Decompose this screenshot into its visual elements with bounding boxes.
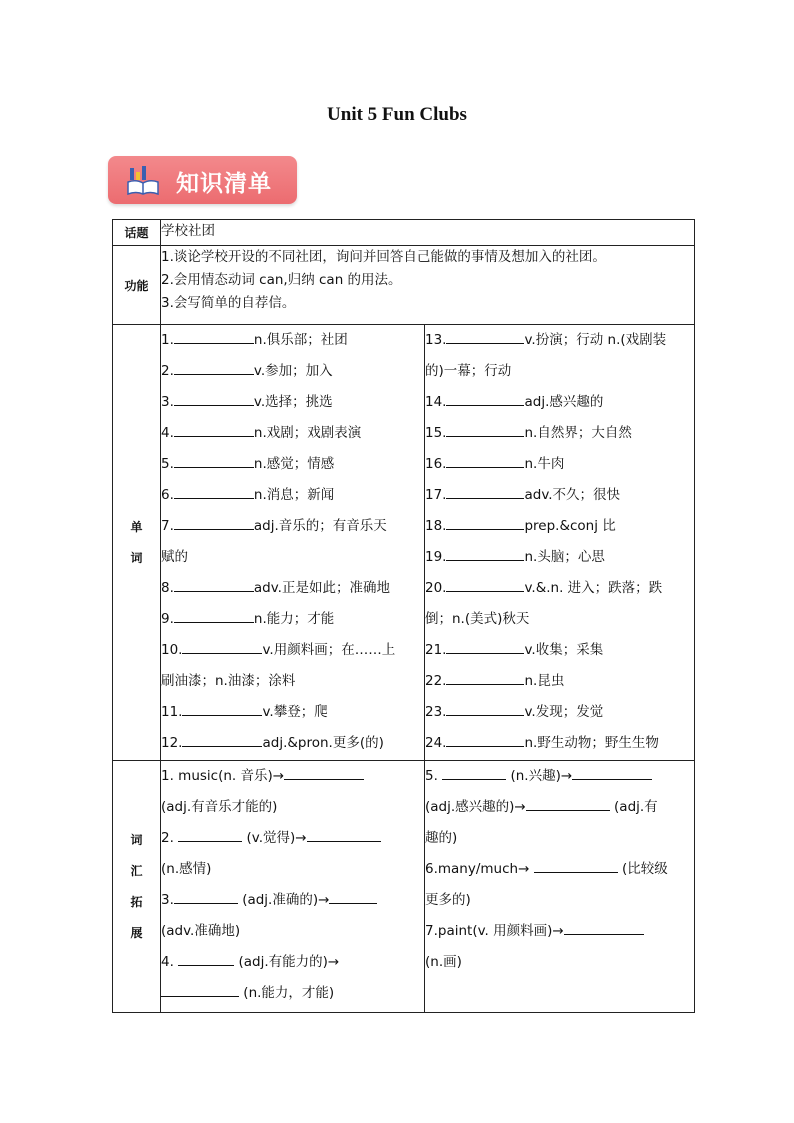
answer-blank <box>174 889 238 904</box>
answer-blank <box>572 765 652 780</box>
expand-item: 6.many/much→ (比较级 <box>425 854 694 885</box>
function-line: 2.会用情态动词 can,归纳 can 的用法。 <box>161 272 402 288</box>
vocab-item: 4. n.戏剧；戏剧表演 <box>161 418 424 449</box>
expand-item: 5. (n.兴趣)→ <box>425 761 694 792</box>
vocab-item: 1. n.俱乐部；社团 <box>161 325 424 356</box>
vocab-item: 16. n.牛肉 <box>425 449 694 480</box>
answer-blank <box>174 422 254 437</box>
answer-blank <box>534 858 618 873</box>
vocab-item: 23. v.发现；发觉 <box>425 697 694 728</box>
expand-item: 4. (adj.有能力的)→ <box>161 947 424 978</box>
vocab-item: 14. adj.感兴趣的 <box>425 387 694 418</box>
vocab-item: 10. v.用颜料画；在……上 <box>161 635 424 666</box>
answer-blank <box>446 546 524 561</box>
expand-item: 1. music(n. 音乐)→ <box>161 761 424 792</box>
answer-blank <box>446 329 524 344</box>
answer-blank <box>182 701 262 716</box>
vocab-header: 单 词 <box>113 325 161 761</box>
answer-blank <box>174 453 254 468</box>
expand-item-cont: (adv.准确地) <box>161 923 241 939</box>
vocab-item: 19. n.头脑；心思 <box>425 542 694 573</box>
answer-blank <box>174 391 254 406</box>
answer-blank <box>329 889 377 904</box>
vocab-item-cont: 赋的 <box>161 549 188 565</box>
expand-item-cont: (n.感情) <box>161 861 212 877</box>
section-banner <box>108 156 297 204</box>
answer-blank <box>174 515 254 530</box>
vocab-item: 7. adj.音乐的；有音乐天 <box>161 511 424 542</box>
vocab-item: 18. prep.&conj 比 <box>425 511 694 542</box>
expand-right-column <box>425 761 695 1013</box>
answer-blank <box>178 951 234 966</box>
vocab-item: 6. n.消息；新闻 <box>161 480 424 511</box>
answer-blank <box>174 484 254 499</box>
answer-blank <box>446 639 524 654</box>
vocab-item: 15. n.自然界；大自然 <box>425 418 694 449</box>
vocab-item-cont: 倒；n.(美式)秋天 <box>425 611 530 627</box>
expand-item-cont: (adj.有音乐才能的) <box>161 799 278 815</box>
expand-item-cont: 趣的) <box>425 830 458 846</box>
vocab-left-column <box>161 325 425 761</box>
answer-blank <box>446 391 524 406</box>
answer-blank <box>564 920 644 935</box>
vocab-item: 24. n.野生动物；野生生物 <box>425 728 694 759</box>
function-header: 功能 <box>113 246 161 325</box>
answer-blank <box>307 827 381 842</box>
answer-blank <box>174 577 254 592</box>
answer-blank <box>446 701 524 716</box>
vocab-item: 22. n.昆虫 <box>425 666 694 697</box>
answer-blank <box>446 515 524 530</box>
answer-blank <box>178 827 242 842</box>
expand-item-cont: 更多的) <box>425 892 471 908</box>
banner-label: 知识清单 <box>176 171 272 197</box>
answer-blank <box>446 577 524 592</box>
expand-left-column <box>161 761 425 1013</box>
vocab-item: 9. n.能力；才能 <box>161 604 424 635</box>
expand-item: 7.paint(v. 用颜料画)→ <box>425 916 694 947</box>
expand-item: 2. (v.觉得)→ <box>161 823 424 854</box>
topic-value: 学校社团 <box>161 220 695 246</box>
function-list <box>161 246 695 325</box>
answer-blank <box>446 670 524 685</box>
vocab-item: 3. v.选择；挑选 <box>161 387 424 418</box>
answer-blank <box>182 639 262 654</box>
answer-blank <box>284 765 364 780</box>
answer-blank <box>446 453 524 468</box>
expand-header: 词 汇 拓 展 <box>113 761 161 1013</box>
vocab-item: 8. adv.正是如此；准确地 <box>161 573 424 604</box>
answer-blank <box>442 765 506 780</box>
vocab-right-column <box>425 325 695 761</box>
answer-blank <box>161 982 239 997</box>
answer-blank <box>526 796 610 811</box>
function-line: 1.谈论学校开设的不同社团，询问并回答自己能做的事情及想加入的社团。 <box>161 249 606 265</box>
answer-blank <box>446 484 524 499</box>
answer-blank <box>174 329 254 344</box>
answer-blank <box>174 608 254 623</box>
answer-blank <box>446 732 524 747</box>
vocab-item: 21. v.收集；采集 <box>425 635 694 666</box>
page-title: Unit 5 Fun Clubs <box>327 104 467 125</box>
answer-blank <box>174 360 254 375</box>
topic-header: 话题 <box>113 220 161 246</box>
vocab-item: 11. v.攀登；爬 <box>161 697 424 728</box>
knowledge-table <box>112 219 695 1013</box>
expand-item: 3. (adj.准确的)→ <box>161 885 424 916</box>
expand-item: (adj.感兴趣的)→ (adj.有 <box>425 792 694 823</box>
expand-item-cont: (n.画) <box>425 954 462 970</box>
vocab-item: 17. adv.不久；很快 <box>425 480 694 511</box>
answer-blank <box>446 422 524 437</box>
vocab-item: 2. v.参加；加入 <box>161 356 424 387</box>
vocab-item: 13. v.扮演；行动 n.(戏剧装 <box>425 325 694 356</box>
vocab-item-cont: 的)一幕；行动 <box>425 363 512 379</box>
vocab-item-cont: 刷油漆；n.油漆；涂料 <box>161 673 296 689</box>
vocab-item: 5. n.感觉；情感 <box>161 449 424 480</box>
function-line: 3.会写简单的自荐信。 <box>161 295 296 311</box>
answer-blank <box>182 732 262 747</box>
vocab-item: 20. v.&.n. 进入；跌落；跌 <box>425 573 694 604</box>
book-chart-icon <box>126 164 160 196</box>
vocab-item: 12. adj.&pron.更多(的) <box>161 728 424 759</box>
expand-item: (n.能力，才能) <box>161 978 424 1009</box>
